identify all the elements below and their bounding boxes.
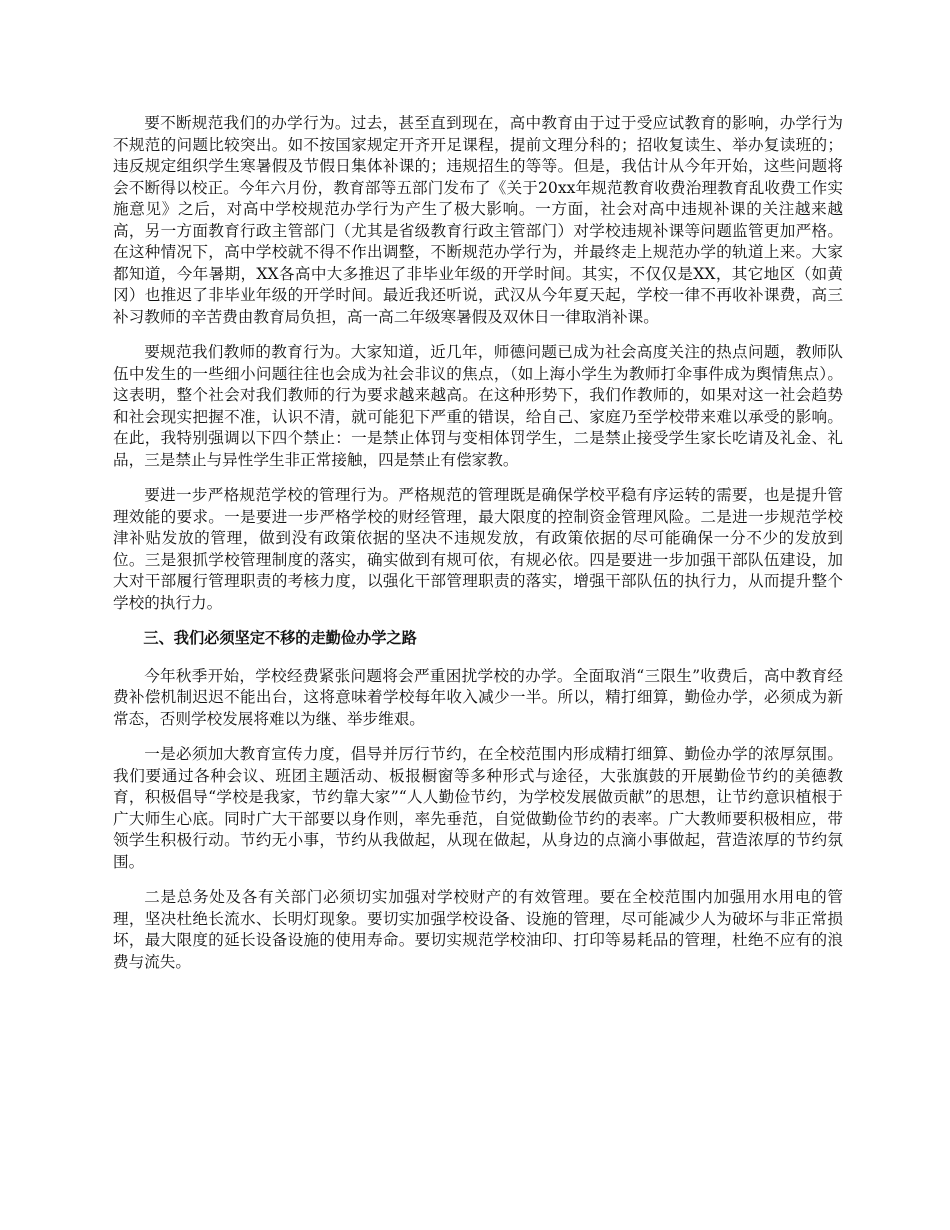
paragraph-management-conduct: 要进一步严格规范学校的管理行为。严格规范的管理既是确保学校平稳有序运转的需要，也是提升管理效能的要求。一是要进一步严格学校的财经管理，最大限度的控制资金管理风险。二是进一步规范学校津补贴发放的管理，做到没有政策依据的坚决不违规发放，有政策依据的尽可能确保一分不少的发放到位。三是狠抓学校管理制度的落实，确实做到有规可依，有规必依。四是要进一步加强干部队伍建设，加大对干部履行管理职责的考核力度，以强化干部管理职责的落实，增强干部队伍的执行力，从而提升整个学校的执行力。 [113,486,843,612]
paragraph-asset-management: 二是总务处及各有关部门必须切实加强对学校财产的有效管理。要在全校范围内加强用水用电的管理，坚决杜绝长流水、长明灯现象。要切实加强学校设备、设施的管理，尽可能减少人为破坏与非正常损坏，最大限度的延长设备设施的使用寿命。要切实规范学校油印、打印等易耗品的管理，杜绝不应有的浪费与流失。 [113,888,843,971]
paragraph-school-conduct: 要不断规范我们的办学行为。过去，甚至直到现在，高中教育由于过于受应试教育的影响，办学行为不规范的问题比较突出。如不按国家规定开齐开足课程，提前文理分科的；招收复读生、举办复读班的；违反规定组织学生寒暑假及节假日集体补课的；违规招生的等等。但是，我估计从今年开始，这些问题将会不断得以校正。今年六月份，教育部等五部门发布了《关于20xx年规范教育收费治理教育乱收费工作实施意见》之后，对高中学校规范办学行为产生了极大影响。一方面，社会对高中违规补课的关注越来越高，另一方面教育行政主管部门（尤其是省级教育行政主管部门）对学校违规补课等问题监管更加严格。在这种情况下，高中学校就不得不作出调整，不断规范办学行为，并最终走上规范办学的轨道上来。大家都知道，今年暑期，XX各高中大多推迟了非毕业年级的开学时间。其实，不仅仅是XX，其它地区（如黄冈）也推迟了非毕业年级的开学时间。最近我还听说，武汉从今年夏天起，学校一律不再收补课费，高三补习教师的辛苦费由教育局负担，高一高二年级寒暑假及双休日一律取消补课。 [113,114,843,326]
document-page [113,113,843,987]
section-heading: 三、我们必须坚定不移的走勤俭办学之路 [143,629,417,647]
paragraph-funding-pressure: 今年秋季开始，学校经费紧张问题将会严重困扰学校的办学。全面取消“三限生”收费后，高中教育经费补偿机制迟迟不能出台，这将意味着学校每年收入减少一半。所以，精打细算，勤俭办学，必须成为新常态，否则学校发展将难以为继、举步维艰。 [113,666,843,728]
paragraph-teacher-conduct: 要规范我们教师的教育行为。大家知道，近几年，师德问题已成为社会高度关注的热点问题，教师队伍中发生的一些细小问题往往也会成为社会非议的焦点，（如上海小学生为教师打伞事件成为舆情焦点）。这表明，整个社会对我们教师的行为要求越来越高。在这种形势下，我们作教师的，如果对这一社会趋势和社会现实把握不准，认识不清，就可能犯下严重的错误，给自己、家庭乃至学校带来难以承受的影响。在此，我特别强调以下四个禁止：一是禁止体罚与变相体罚学生，二是禁止接受学生家长吃请及礼金、礼品，三是禁止与异性学生非正常接触，四是禁止有偿家教。 [113,343,843,469]
paragraph-frugality-education: 一是必须加大教育宣传力度，倡导并厉行节约，在全校范围内形成精打细算、勤俭办学的浓厚氛围。我们要通过各种会议、班团主题活动、板报橱窗等多种形式与途径，大张旗鼓的开展勤俭节约的美德教育，积极倡导“学校是我家，节约靠大家”“人人勤俭节约，为学校发展做贡献”的思想，让节约意识植根于广大师生心底。同时广大干部要以身作则，率先垂范，自觉做勤俭节约的表率。广大教师要积极相应，带领学生积极行动。节约无小事，节约从我做起，从现在做起，从身边的点滴小事做起，营造浓厚的节约氛围。 [113,745,843,871]
